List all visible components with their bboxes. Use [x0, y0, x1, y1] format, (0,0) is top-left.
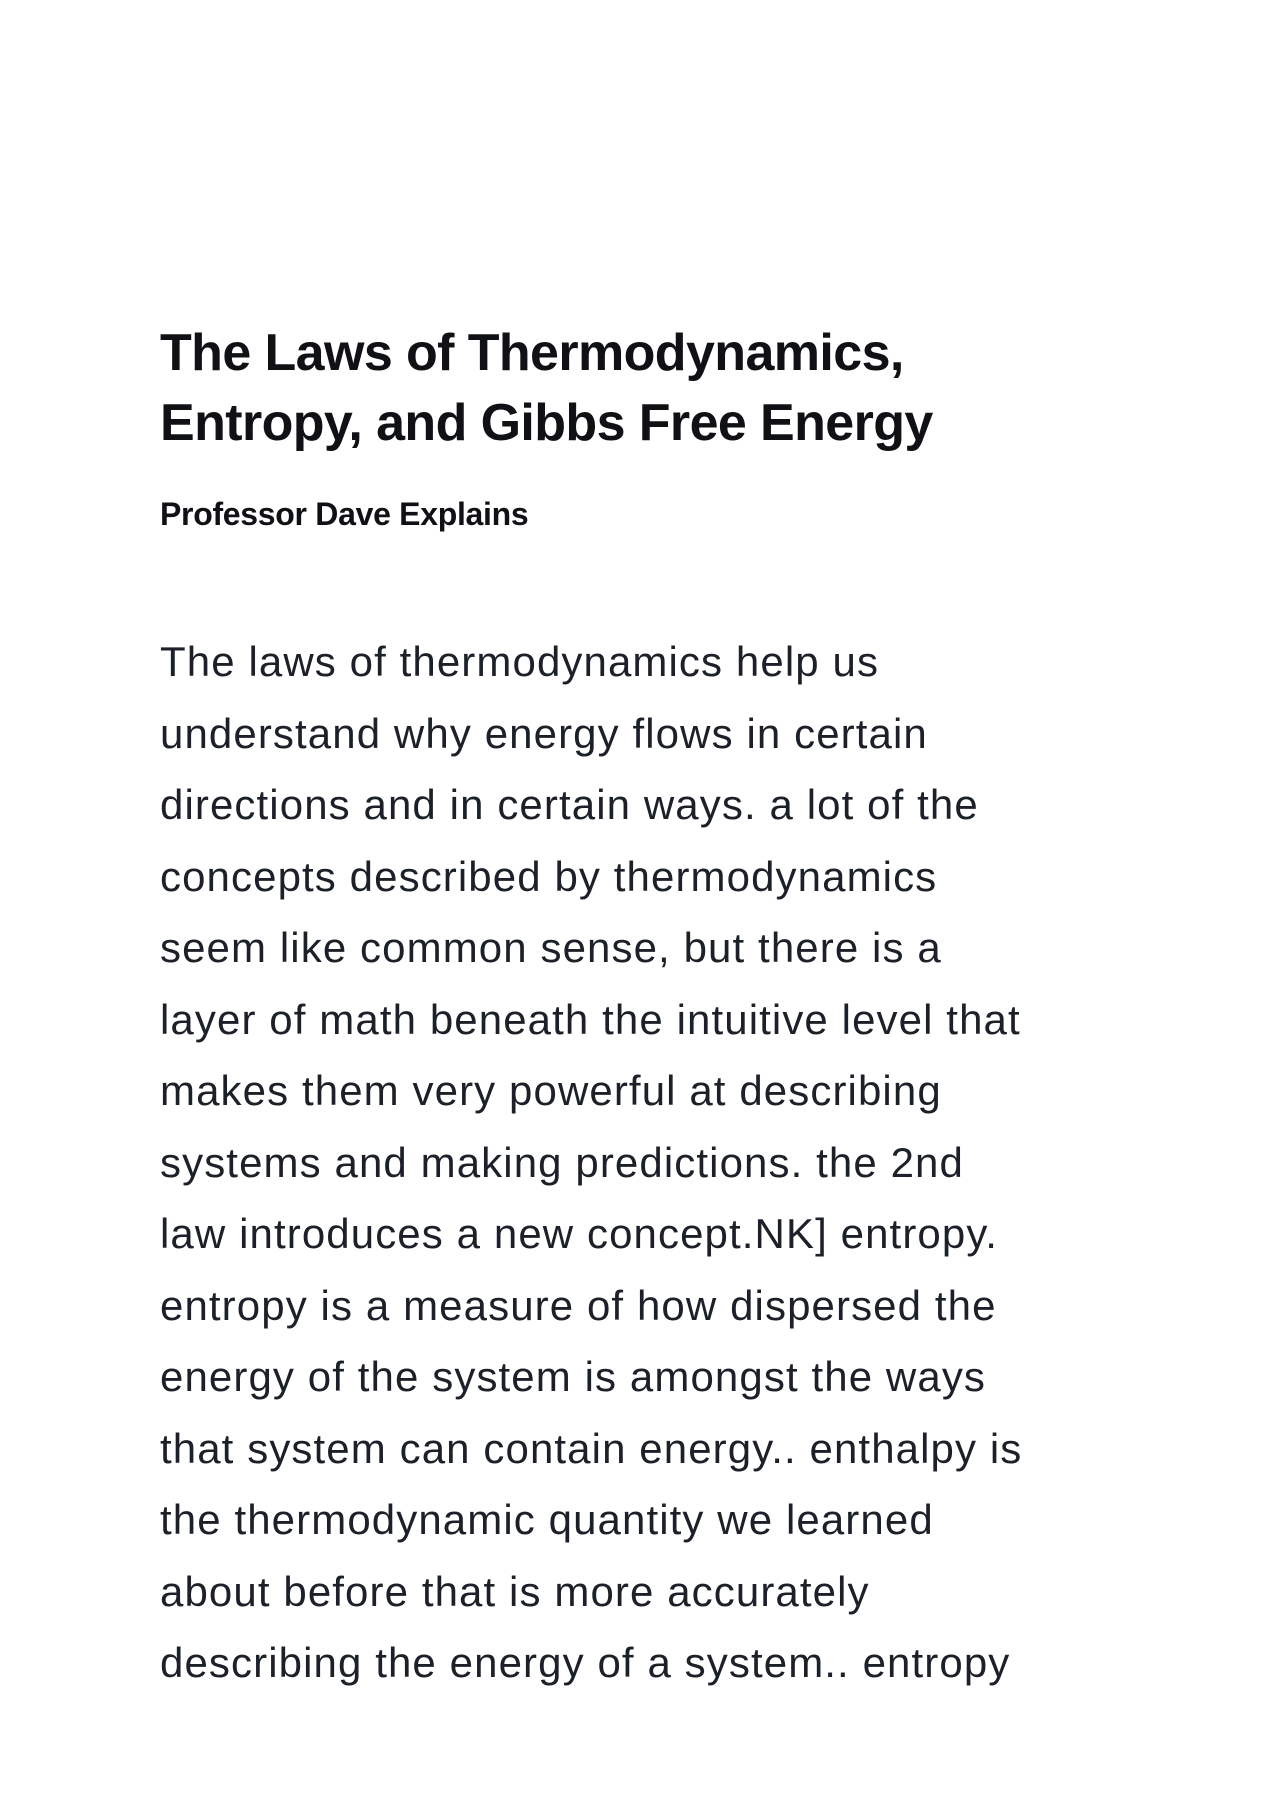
article-body-line: energy of the system is amongst the ways — [160, 1353, 987, 1400]
article-author: Professor Dave Explains — [160, 496, 529, 532]
article-body-line: understand why energy flows in certain — [160, 709, 928, 757]
article-body-line: seem like common sense, but there is a — [160, 924, 942, 971]
article-body-line: entropy is a measure of how dispersed the — [160, 1281, 997, 1329]
article-title — [160, 318, 1120, 458]
article-title-line: The Laws of Thermodynamics, — [160, 324, 904, 382]
article-body-line: makes them very powerful at describing — [160, 1067, 942, 1114]
article-body-line: law introduces a new concept.NK] entropy. — [160, 1210, 999, 1257]
article-body-line: concepts described by thermodynamics — [160, 852, 938, 900]
article-body-line: about before that is more accurately — [160, 1567, 870, 1615]
article-body-line: layer of math beneath the intuitive level that — [160, 995, 1021, 1043]
article — [160, 318, 1120, 1699]
article-body-line: systems and making predictions. the 2nd — [160, 1138, 964, 1186]
article-body-line: the thermodynamic quantity we learned — [160, 1496, 934, 1543]
article-body-line: directions and in certain ways. a lot of the — [160, 781, 979, 828]
article-body-line: The laws of thermodynamics help us — [160, 638, 880, 685]
article-body-line: that system can contain energy.. enthalpy is — [160, 1424, 1023, 1472]
article-title-line: Entropy, and Gibbs Free Energy — [160, 394, 933, 452]
article-body — [160, 626, 1120, 1699]
article-body-line: describing the energy of a system.. entropy — [160, 1639, 1011, 1686]
